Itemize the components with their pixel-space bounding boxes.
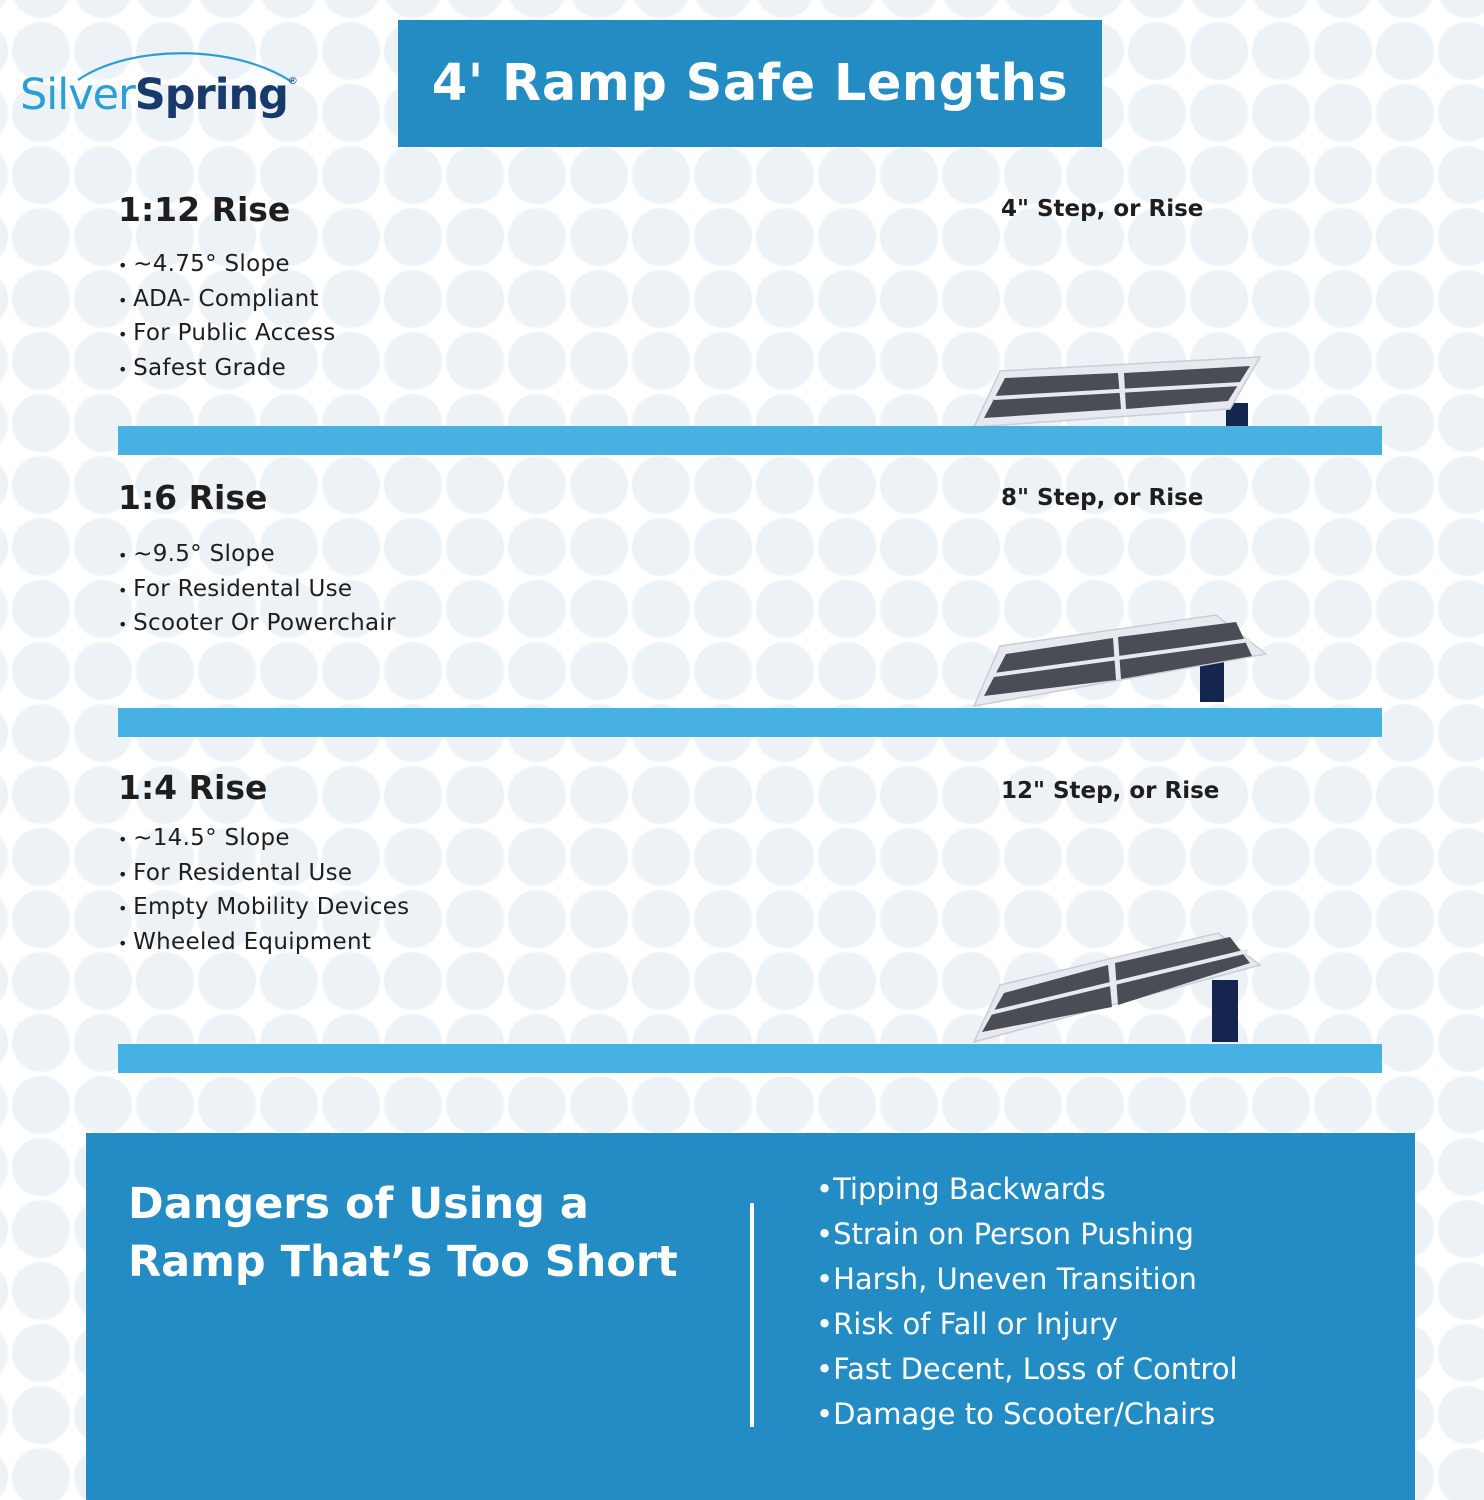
dangers-list — [816, 1167, 1238, 1437]
list-item: • For Residental Use — [118, 573, 396, 608]
rise-title: 1:6 Rise — [118, 478, 268, 517]
list-item: • For Residental Use — [118, 857, 409, 892]
dangers-heading-line-2: Ramp That’s Too Short — [128, 1237, 678, 1287]
list-item: • Strain on Person Pushing — [816, 1212, 1238, 1257]
logo-silver-text: Silver — [20, 70, 135, 120]
list-item: • For Public Access — [118, 317, 336, 352]
rise-bullet-list — [118, 538, 396, 642]
list-item: • Safest Grade — [118, 352, 336, 387]
dangers-panel — [86, 1133, 1415, 1500]
logo-registered-mark: ® — [287, 76, 297, 87]
page-title: 4' Ramp Safe Lengths — [398, 20, 1102, 147]
rise-bullet-list — [118, 822, 409, 960]
dangers-divider — [750, 1203, 754, 1427]
ramp-illustration — [960, 345, 1280, 430]
list-item: • Wheeled Equipment — [118, 926, 409, 961]
silverspring-logo — [20, 48, 310, 128]
step-label: 4" Step, or Rise — [1001, 196, 1204, 222]
rise-bullet-list — [118, 248, 336, 386]
ramp-illustration — [960, 610, 1280, 710]
list-item: • ~9.5° Slope — [118, 538, 396, 573]
ground-bar — [118, 708, 1382, 737]
ramp-illustration — [960, 925, 1280, 1045]
list-item: • ~14.5° Slope — [118, 822, 409, 857]
list-item: • Harsh, Uneven Transition — [816, 1257, 1238, 1302]
list-item: • Damage to Scooter/Chairs — [816, 1392, 1238, 1437]
list-item: • Scooter Or Powerchair — [118, 607, 396, 642]
list-item: • Fast Decent, Loss of Control — [816, 1347, 1238, 1392]
list-item: • Empty Mobility Devices — [118, 891, 409, 926]
rise-title: 1:4 Rise — [118, 768, 268, 807]
dangers-heading-line-1: Dangers of Using a — [128, 1179, 589, 1229]
logo-spring-text: Spring — [134, 70, 288, 120]
step-label: 12" Step, or Rise — [1001, 778, 1220, 804]
ground-bar — [118, 426, 1382, 455]
list-item: • ~4.75° Slope — [118, 248, 336, 283]
step-label: 8" Step, or Rise — [1001, 485, 1204, 511]
logo-wordmark — [20, 70, 297, 120]
rise-title: 1:12 Rise — [118, 190, 291, 229]
list-item: • Risk of Fall or Injury — [816, 1302, 1238, 1347]
dangers-heading — [128, 1175, 678, 1291]
ground-bar — [118, 1044, 1382, 1073]
list-item: • ADA- Compliant — [118, 283, 336, 318]
list-item: • Tipping Backwards — [816, 1167, 1238, 1212]
